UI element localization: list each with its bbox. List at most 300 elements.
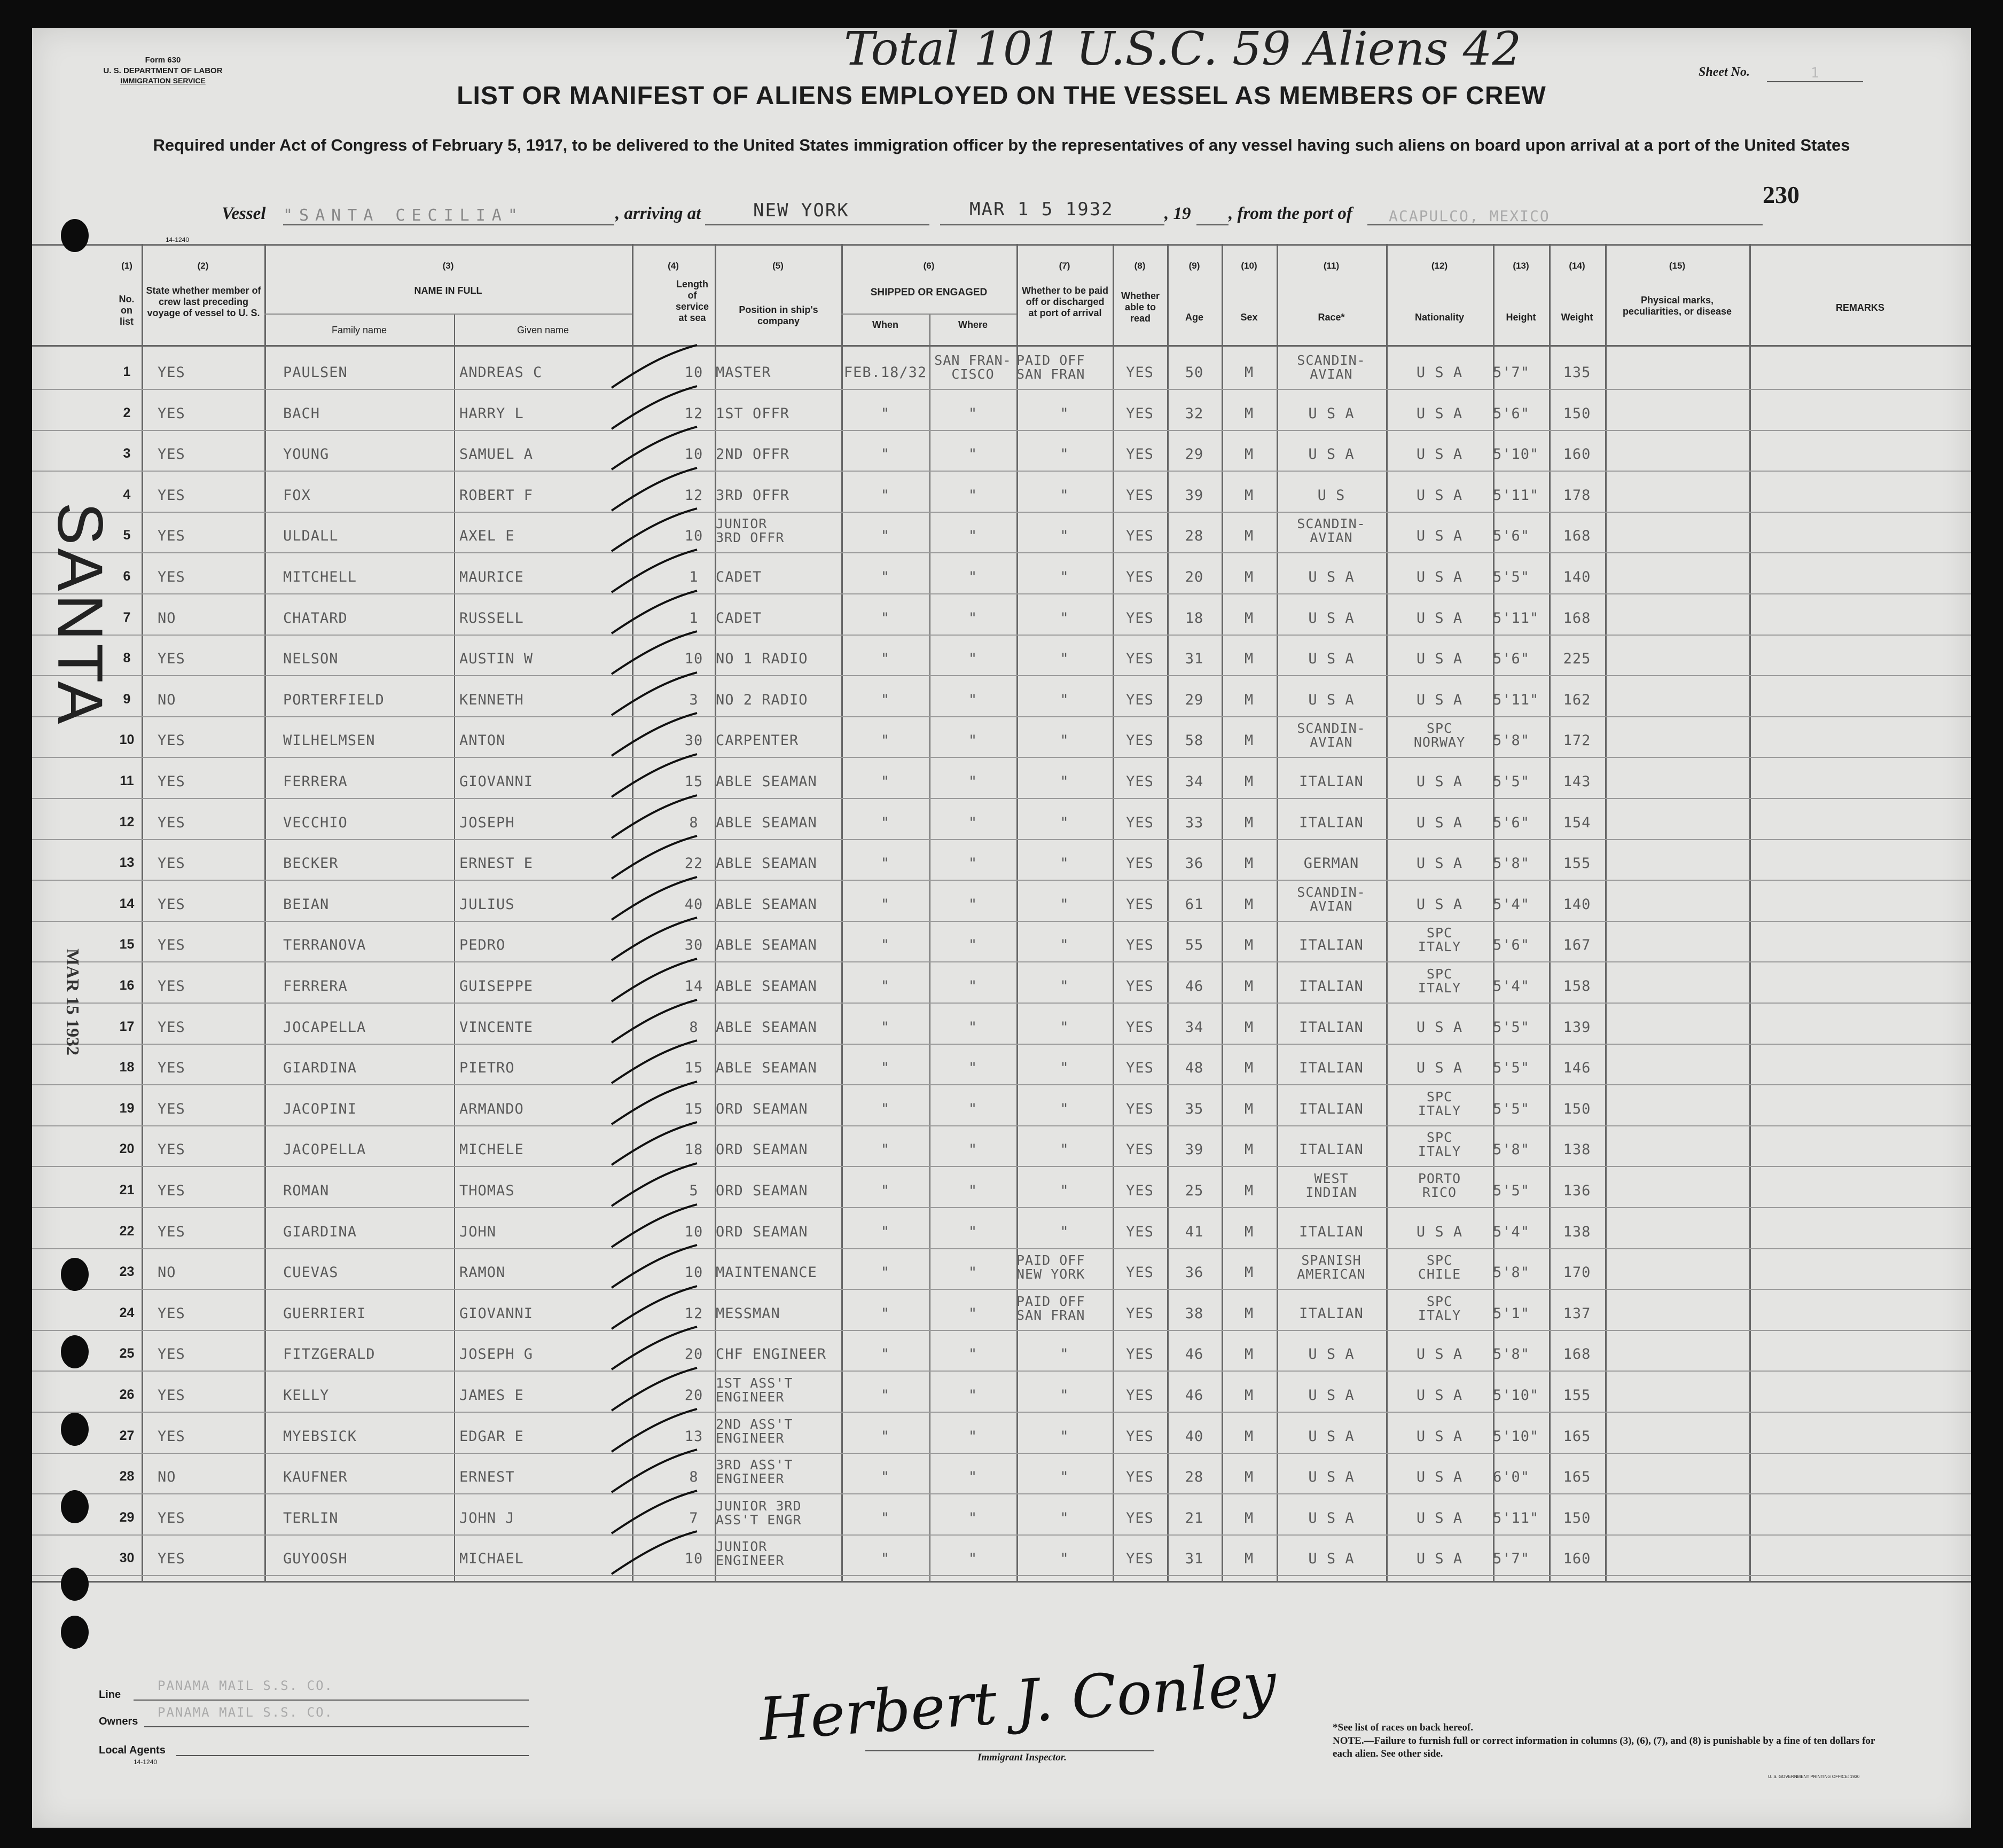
last-voyage-cell: YES	[158, 896, 185, 913]
paid-off-cell: "	[1060, 1346, 1069, 1362]
height-cell: 5'7"	[1493, 364, 1530, 381]
race-cell: ITALIAN	[1299, 1060, 1364, 1076]
able-to-read-cell: YES	[1126, 1019, 1154, 1036]
service-years-cell: 8	[689, 815, 699, 831]
table-row	[32, 1371, 1971, 1412]
family-name-cell: GIARDINA	[283, 1224, 357, 1240]
family-name-cell: JACOPINI	[283, 1101, 357, 1117]
able-to-read-cell: YES	[1126, 1510, 1154, 1526]
shipped-where-cell: "	[968, 937, 978, 953]
weight-cell: 138	[1563, 1224, 1591, 1240]
position-cell: CHF ENGINEER	[716, 1346, 827, 1362]
position-cell: JUNIOR 3RD ASS'T ENGR	[716, 1498, 802, 1528]
last-voyage-cell: YES	[158, 1510, 185, 1526]
nationality-cell: U S A	[1416, 364, 1463, 381]
position-cell: NO 1 RADIO	[716, 651, 808, 667]
last-voyage-cell: YES	[158, 1101, 185, 1117]
local-agents-label: Local Agents	[99, 1744, 166, 1756]
family-name-cell: VECCHIO	[283, 815, 348, 831]
paid-off-cell: "	[1060, 1060, 1069, 1076]
shipped-where-cell: "	[968, 1183, 978, 1199]
given-name-cell: ANTON	[459, 732, 506, 749]
family-name-cell: FERRERA	[283, 978, 348, 995]
weight-cell: 143	[1563, 773, 1591, 790]
weight-cell: 178	[1563, 487, 1591, 504]
last-voyage-cell: YES	[158, 773, 185, 790]
last-voyage-cell: YES	[158, 815, 185, 831]
col-12-header: Nationality	[1414, 312, 1464, 323]
shipped-when-cell: "	[880, 1346, 890, 1362]
able-to-read-cell: YES	[1126, 1060, 1154, 1076]
able-to-read-cell: YES	[1126, 1183, 1154, 1199]
shipped-when-header: When	[872, 319, 898, 330]
given-name-cell: PIETRO	[459, 1060, 515, 1076]
weight-cell: 139	[1563, 1019, 1591, 1036]
sex-cell: M	[1244, 815, 1254, 831]
able-to-read-cell: YES	[1126, 651, 1154, 667]
nationality-cell: U S A	[1416, 1060, 1463, 1076]
last-voyage-cell: YES	[158, 446, 185, 463]
last-voyage-cell: YES	[158, 937, 185, 953]
row-number-cell: 3	[123, 446, 131, 461]
age-cell: 28	[1185, 1469, 1204, 1485]
form-number: Form 630	[145, 56, 181, 65]
paid-off-cell: PAID OFF SAN FRAN	[1016, 353, 1085, 382]
weight-cell: 150	[1563, 1510, 1591, 1526]
paid-off-cell: "	[1060, 1469, 1069, 1485]
height-cell: 5'4"	[1493, 978, 1530, 995]
shipped-when-cell: "	[880, 1019, 890, 1036]
row-number-cell: 4	[123, 487, 131, 502]
position-cell: ORD SEAMAN	[716, 1141, 808, 1158]
col-12-number: (12)	[1431, 261, 1448, 271]
service-years-cell: 10	[684, 446, 703, 463]
from-port-label: , from the port of	[1229, 204, 1352, 223]
sex-cell: M	[1244, 1183, 1254, 1199]
shipped-where-cell: "	[968, 1469, 978, 1485]
nationality-cell: U S A	[1416, 896, 1463, 913]
able-to-read-cell: YES	[1126, 978, 1154, 995]
shipped-when-cell: "	[880, 569, 890, 585]
height-cell: 5'10"	[1493, 1387, 1539, 1404]
last-voyage-cell: YES	[158, 651, 185, 667]
given-name-cell: VINCENTE	[459, 1019, 534, 1036]
table-row	[32, 1534, 1971, 1575]
row-number-cell: 6	[123, 569, 131, 584]
age-cell: 38	[1185, 1305, 1204, 1322]
sex-cell: M	[1244, 1305, 1254, 1322]
service-years-cell: 30	[684, 937, 703, 953]
nationality-cell: PORTO RICO	[1418, 1171, 1461, 1200]
manifest-subtitle: Required under Act of Congress of February 5, 1917, to be delivered to the United States immigration officer by the representatives of any vessel having such aliens on board upon arrival at a port of the United States	[153, 136, 1850, 154]
punch-hole	[61, 1413, 89, 1446]
sheet-no-label: Sheet No.	[1699, 65, 1750, 79]
col-1-header: No. on list	[119, 294, 135, 327]
race-cell: SCANDIN- AVIAN	[1297, 353, 1366, 382]
position-cell: ORD SEAMAN	[716, 1101, 808, 1117]
shipped-where-cell: "	[968, 1510, 978, 1526]
weight-cell: 165	[1563, 1428, 1591, 1445]
table-row	[32, 1494, 1971, 1534]
race-cell: U S A	[1308, 1428, 1355, 1445]
nationality-cell: U S A	[1416, 1387, 1463, 1404]
position-cell: 1ST ASS'T ENGINEER	[716, 1375, 793, 1405]
weight-cell: 168	[1563, 1346, 1591, 1362]
sex-cell: M	[1244, 1510, 1254, 1526]
arrival-date: MAR 1 5 1932	[969, 199, 1114, 220]
able-to-read-cell: YES	[1126, 1264, 1154, 1281]
sex-cell: M	[1244, 978, 1254, 995]
family-name-cell: TERLIN	[283, 1510, 339, 1526]
race-cell: ITALIAN	[1299, 978, 1364, 995]
given-name-cell: GUISEPPE	[459, 978, 534, 995]
row-number-cell: 26	[119, 1387, 135, 1402]
service-years-cell: 10	[684, 528, 703, 544]
table-row	[32, 1085, 1971, 1125]
punch-hole	[61, 1335, 89, 1368]
col-7-number: (7)	[1059, 261, 1070, 271]
position-cell: 1ST OFFR	[716, 405, 790, 422]
last-voyage-cell: YES	[158, 1141, 185, 1158]
sex-cell: M	[1244, 937, 1254, 953]
able-to-read-cell: YES	[1126, 896, 1154, 913]
row-number-cell: 8	[123, 651, 131, 665]
row-number-cell: 1	[123, 364, 131, 379]
owners-label: Owners	[99, 1716, 138, 1727]
race-cell: U S A	[1308, 1510, 1355, 1526]
height-cell: 5'4"	[1493, 1224, 1530, 1240]
given-name-cell: EDGAR E	[459, 1428, 524, 1445]
shipped-when-cell: "	[880, 692, 890, 708]
last-voyage-cell: YES	[158, 1428, 185, 1445]
last-voyage-cell: YES	[158, 364, 185, 381]
penalty-note: NOTE.—Failure to furnish full or correct information in columns (3), (6), (7), and (8) is punishable by a fine of ten dollars for each alien. See other side.	[1333, 1735, 1875, 1759]
given-name-cell: JOHN J	[459, 1510, 515, 1526]
race-cell: SCANDIN- AVIAN	[1297, 721, 1366, 750]
race-cell: ITALIAN	[1299, 1101, 1364, 1117]
able-to-read-cell: YES	[1126, 1101, 1154, 1117]
shipped-when-cell: "	[880, 610, 890, 627]
sex-cell: M	[1244, 405, 1254, 422]
shipped-where-cell: "	[968, 1060, 978, 1076]
family-name-cell: GUERRIERI	[283, 1305, 366, 1322]
nationality-cell: U S A	[1416, 1469, 1463, 1485]
service-years-cell: 3	[689, 692, 699, 708]
height-cell: 5'10"	[1493, 1428, 1539, 1445]
table-row	[32, 716, 1971, 757]
service-years-cell: 15	[684, 773, 703, 790]
last-voyage-cell: YES	[158, 978, 185, 995]
col-14-header: Weight	[1561, 312, 1593, 323]
height-cell: 5'8"	[1493, 1264, 1530, 1281]
table-row	[32, 1208, 1971, 1248]
service-years-cell: 22	[684, 855, 703, 872]
height-cell: 5'8"	[1493, 1141, 1530, 1158]
row-number-cell: 5	[123, 528, 131, 543]
position-cell: NO 2 RADIO	[716, 692, 808, 708]
table-row	[32, 635, 1971, 675]
paid-off-cell: PAID OFF NEW YORK	[1016, 1252, 1085, 1282]
weight-cell: 168	[1563, 528, 1591, 544]
nationality-cell: U S A	[1416, 1346, 1463, 1362]
remarks-header: REMARKS	[1835, 302, 1884, 313]
table-row	[32, 798, 1971, 839]
service-years-cell: 1	[689, 569, 699, 585]
family-name-cell: KELLY	[283, 1387, 330, 1404]
sex-cell: M	[1244, 1264, 1254, 1281]
row-number-cell: 28	[119, 1469, 135, 1484]
nationality-cell: U S A	[1416, 855, 1463, 872]
nationality-cell: U S A	[1416, 1551, 1463, 1567]
given-name-cell: MAURICE	[459, 569, 524, 585]
sex-cell: M	[1244, 896, 1254, 913]
race-cell: ITALIAN	[1299, 1019, 1364, 1036]
margin-stamp-date: MAR 15 1932	[62, 948, 82, 1056]
nationality-cell: SPC ITALY	[1418, 1089, 1461, 1118]
shipped-when-cell: "	[880, 405, 890, 422]
age-cell: 21	[1185, 1510, 1204, 1526]
position-cell: ORD SEAMAN	[716, 1183, 808, 1199]
service-years-cell: 1	[689, 610, 699, 627]
manifest-title: LIST OR MANIFEST OF ALIENS EMPLOYED ON THE VESSEL AS MEMBERS OF CREW	[457, 82, 1546, 110]
table-row	[32, 1166, 1971, 1207]
last-voyage-cell: YES	[158, 1346, 185, 1362]
sex-cell: M	[1244, 1346, 1254, 1362]
age-cell: 46	[1185, 978, 1204, 995]
weight-cell: 155	[1563, 1387, 1591, 1404]
sex-cell: M	[1244, 1428, 1254, 1445]
paid-off-cell: PAID OFF SAN FRAN	[1016, 1294, 1085, 1323]
given-name-cell: SAMUEL A	[459, 446, 534, 463]
position-cell: ABLE SEAMAN	[716, 1019, 817, 1036]
last-voyage-cell: NO	[158, 692, 176, 708]
given-name-cell: GIOVANNI	[459, 773, 534, 790]
sex-cell: M	[1244, 773, 1254, 790]
nationality-cell: U S A	[1416, 487, 1463, 504]
row-number-cell: 11	[120, 773, 134, 788]
height-cell: 5'8"	[1493, 855, 1530, 872]
table-row	[32, 1003, 1971, 1044]
shipped-where-cell: "	[968, 815, 978, 831]
nationality-cell: U S A	[1416, 815, 1463, 831]
last-voyage-cell: YES	[158, 569, 185, 585]
height-cell: 5'6"	[1493, 937, 1530, 953]
shipped-where-cell: "	[968, 773, 978, 790]
from-port: ACAPULCO, MEXICO	[1389, 207, 1550, 225]
weight-cell: 140	[1563, 569, 1591, 585]
shipped-where-cell: "	[968, 610, 978, 627]
service-years-cell: 12	[684, 487, 703, 504]
race-cell: ITALIAN	[1299, 773, 1364, 790]
last-voyage-cell: NO	[158, 1264, 176, 1281]
service-years-cell: 10	[684, 1224, 703, 1240]
page-number: 230	[1763, 181, 1799, 208]
sex-cell: M	[1244, 1101, 1254, 1117]
given-name-cell: JULIUS	[459, 896, 515, 913]
family-name-cell: ULDALL	[283, 528, 339, 544]
position-cell: CADET	[716, 569, 762, 585]
last-voyage-cell: YES	[158, 732, 185, 749]
able-to-read-cell: YES	[1126, 815, 1154, 831]
able-to-read-cell: YES	[1126, 692, 1154, 708]
race-cell: U S A	[1308, 1346, 1355, 1362]
paid-off-cell: "	[1060, 1510, 1069, 1526]
family-name-cell: MITCHELL	[283, 569, 357, 585]
race-cell: U S A	[1308, 610, 1355, 627]
shipped-when-cell: "	[880, 1428, 890, 1445]
row-number-cell: 29	[119, 1510, 135, 1525]
weight-cell: 146	[1563, 1060, 1591, 1076]
age-cell: 33	[1185, 815, 1204, 831]
row-number-cell: 24	[119, 1305, 135, 1320]
age-cell: 50	[1185, 364, 1204, 381]
race-cell: U S A	[1308, 405, 1355, 422]
paid-off-cell: "	[1060, 1224, 1069, 1240]
sex-cell: M	[1244, 1224, 1254, 1240]
inspector-label: Immigrant Inspector.	[977, 1752, 1067, 1763]
height-cell: 6'0"	[1493, 1469, 1530, 1485]
paid-off-cell: "	[1060, 896, 1069, 913]
paid-off-cell: "	[1060, 855, 1069, 872]
table-row	[32, 1330, 1971, 1371]
able-to-read-cell: YES	[1126, 773, 1154, 790]
given-name-cell: JOSEPH	[459, 815, 515, 831]
given-name-cell: GIOVANNI	[459, 1305, 534, 1322]
able-to-read-cell: YES	[1126, 487, 1154, 504]
nationality-cell: U S A	[1416, 405, 1463, 422]
sex-cell: M	[1244, 1387, 1254, 1404]
race-cell: U S A	[1308, 446, 1355, 463]
form-code: 14-1240	[166, 236, 190, 244]
height-cell: 5'5"	[1493, 773, 1530, 790]
service-years-cell: 15	[684, 1060, 703, 1076]
paid-off-cell: "	[1060, 1387, 1069, 1404]
nationality-cell: U S A	[1416, 528, 1463, 544]
nationality-cell: SPC ITALY	[1418, 966, 1461, 996]
height-cell: 5'6"	[1493, 528, 1530, 544]
given-name-cell: JOHN	[459, 1224, 497, 1240]
row-number-cell: 2	[123, 405, 131, 420]
table-row	[32, 1248, 1971, 1289]
col-2-header: State whether member of crew last preceding voyage of vessel to U. S.	[146, 285, 261, 318]
sex-cell: M	[1244, 692, 1254, 708]
able-to-read-cell: YES	[1126, 364, 1154, 381]
able-to-read-cell: YES	[1126, 1387, 1154, 1404]
col-11-number: (11)	[1323, 261, 1340, 271]
local-agents-code: 14-1240	[134, 1758, 158, 1766]
nationality-cell: U S A	[1416, 1019, 1463, 1036]
row-number-cell: 10	[119, 732, 135, 747]
service-years-cell: 10	[684, 651, 703, 667]
last-voyage-cell: YES	[158, 1387, 185, 1404]
row-number-cell: 9	[123, 692, 131, 707]
vessel-name: "SANTA CECILIA"	[283, 206, 524, 225]
paid-off-cell: "	[1060, 528, 1069, 544]
race-cell: U S A	[1308, 569, 1355, 585]
given-name-cell: JOSEPH G	[459, 1346, 534, 1362]
height-cell: 5'10"	[1493, 446, 1539, 463]
col-10-header: Sex	[1240, 312, 1258, 323]
col-8-header: Whether able to read	[1121, 291, 1160, 324]
position-cell: CADET	[716, 610, 762, 627]
position-cell: JUNIOR 3RD OFFR	[716, 516, 785, 545]
table-row	[32, 676, 1971, 716]
row-number-cell: 13	[119, 855, 135, 870]
row-number-cell: 15	[119, 937, 135, 952]
height-cell: 5'7"	[1493, 1551, 1530, 1567]
race-cell: SCANDIN- AVIAN	[1297, 884, 1366, 914]
nationality-cell: SPC ITALY	[1418, 1294, 1461, 1323]
weight-cell: 167	[1563, 937, 1591, 953]
age-cell: 40	[1185, 1428, 1204, 1445]
weight-cell: 154	[1563, 815, 1591, 831]
weight-cell: 150	[1563, 1101, 1591, 1117]
service-years-cell: 7	[689, 1510, 699, 1526]
height-cell: 5'8"	[1493, 1346, 1530, 1362]
paid-off-cell: "	[1060, 1101, 1069, 1117]
sex-cell: M	[1244, 1019, 1254, 1036]
able-to-read-cell: YES	[1126, 1428, 1154, 1445]
shipped-where-cell: "	[968, 569, 978, 585]
race-cell: ITALIAN	[1299, 1224, 1364, 1240]
given-name-cell: PEDRO	[459, 937, 506, 953]
service-years-cell: 30	[684, 732, 703, 749]
shipped-when-cell: "	[880, 773, 890, 790]
weight-cell: 160	[1563, 446, 1591, 463]
col-10-number: (10)	[1241, 261, 1257, 271]
shipped-where-cell: "	[968, 1264, 978, 1281]
age-cell: 34	[1185, 773, 1204, 790]
position-cell: ABLE SEAMAN	[716, 855, 817, 872]
age-cell: 48	[1185, 1060, 1204, 1076]
manifest-sheet	[32, 22, 1971, 1828]
col-9-number: (9)	[1188, 261, 1200, 271]
given-name-cell: ERNEST E	[459, 855, 534, 872]
height-cell: 5'6"	[1493, 815, 1530, 831]
sex-cell: M	[1244, 569, 1254, 585]
position-cell: 3RD ASS'T ENGINEER	[716, 1457, 793, 1486]
paid-off-cell: "	[1060, 446, 1069, 463]
col-2-number: (2)	[197, 261, 209, 271]
able-to-read-cell: YES	[1126, 528, 1154, 544]
race-cell: ITALIAN	[1299, 1141, 1364, 1158]
race-cell: U S A	[1308, 651, 1355, 667]
shipped-when-cell: "	[880, 1060, 890, 1076]
height-cell: 5'11"	[1493, 487, 1539, 504]
col-9-header: Age	[1185, 312, 1203, 323]
shipped-where-cell: "	[968, 1428, 978, 1445]
row-number-cell: 21	[119, 1183, 135, 1197]
family-name-cell: BACH	[283, 405, 320, 422]
shipped-when-cell: "	[880, 1305, 890, 1322]
owners-value: PANAMA MAIL S.S. CO.	[158, 1705, 333, 1720]
height-cell: 5'6"	[1493, 405, 1530, 422]
age-cell: 31	[1185, 651, 1204, 667]
last-voyage-cell: NO	[158, 610, 176, 627]
position-cell: ABLE SEAMAN	[716, 896, 817, 913]
age-cell: 61	[1185, 896, 1204, 913]
col-5-number: (5)	[772, 261, 784, 271]
age-cell: 29	[1185, 692, 1204, 708]
nationality-cell: U S A	[1416, 610, 1463, 627]
paid-off-cell: "	[1060, 978, 1069, 995]
position-cell: 3RD OFFR	[716, 487, 790, 504]
age-cell: 36	[1185, 855, 1204, 872]
able-to-read-cell: YES	[1126, 1141, 1154, 1158]
given-name-cell: KENNETH	[459, 692, 524, 708]
family-name-cell: PAULSEN	[283, 364, 348, 381]
shipped-when-cell: "	[880, 651, 890, 667]
